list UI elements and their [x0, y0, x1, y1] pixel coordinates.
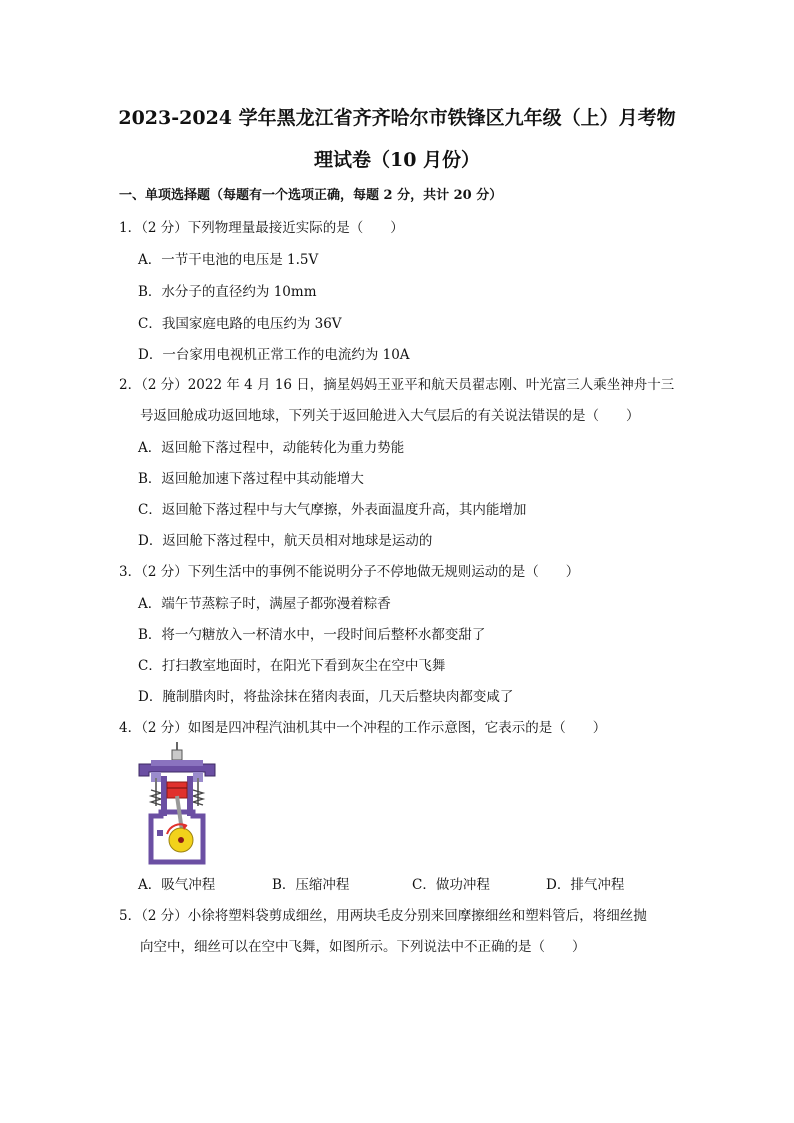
- question-3-option-d: D．腌制腊肉时，将盐涂抹在猪肉表面，几天后整块肉都变咸了: [138, 689, 514, 705]
- question-4-stem: 4．（2 分）如图是四冲程汽油机其中一个冲程的工作示意图，它表示的是（ ）: [119, 720, 607, 736]
- question-4-option-d: D．排气冲程: [546, 877, 625, 893]
- question-3-stem: 3．（2 分）下列生活中的事例不能说明分子不停地做无规则运动的是（ ）: [119, 564, 580, 580]
- question-1-option-c: C．我国家庭电路的电压约为 36V: [138, 316, 342, 332]
- engine-diagram: [137, 742, 221, 866]
- page-title-continued: 理试卷（10 月份）: [313, 149, 481, 171]
- question-1-option-b: B．水分子的直径约为 10mm: [138, 284, 317, 300]
- question-2-option-d: D．返回舱下落过程中，航天员相对地球是运动的: [138, 533, 433, 549]
- question-4-option-c: C．做功冲程: [412, 877, 490, 893]
- section-heading: 一、单项选择题（每题有一个选项正确，每题 2 分，共计 20 分）: [119, 188, 503, 203]
- question-1-option-d: D．一台家用电视机正常工作的电流约为 10A: [138, 347, 410, 363]
- page-title: 2023-2024 学年黑龙江省齐齐哈尔市铁锋区九年级（上）月考物: [118, 107, 676, 129]
- question-2-option-b: B．返回舱加速下落过程中其动能增大: [138, 471, 364, 487]
- question-5-stem: 5．（2 分）小徐将塑料袋剪成细丝，用两块毛皮分别来回摩擦细丝和塑料管后，将细丝抛: [119, 908, 647, 924]
- question-4-option-a: A．吸气冲程: [138, 877, 216, 893]
- question-3-option-b: B．将一勺糖放入一杯清水中，一段时间后整杯水都变甜了: [138, 627, 486, 643]
- question-1-option-a: A．一节干电池的电压是 1.5V: [138, 252, 319, 268]
- question-5-stem-continued: 向空中，细丝可以在空中飞舞，如图所示。下列说法中不正确的是（ ）: [140, 939, 586, 955]
- question-2-option-c: C．返回舱下落过程中与大气摩擦，外表面温度升高，其内能增加: [138, 502, 527, 518]
- question-2-stem-continued: 号返回舱成功返回地球，下列关于返回舱进入大气层后的有关说法错误的是（ ）: [140, 408, 640, 424]
- question-2-option-a: A．返回舱下落过程中，动能转化为重力势能: [138, 440, 405, 456]
- question-1-stem: 1．（2 分）下列物理量最接近实际的是（ ）: [119, 220, 404, 236]
- question-3-option-a: A．端午节蒸粽子时，满屋子都弥漫着粽香: [138, 596, 391, 612]
- question-3-option-c: C．打扫教室地面时，在阳光下看到灰尘在空中飞舞: [138, 658, 446, 674]
- question-4-option-b: B．压缩冲程: [272, 877, 350, 893]
- question-2-stem: 2．（2 分）2022 年 4 月 16 日，摘星妈妈王亚平和航天员翟志刚、叶光富三人乘坐神舟十三: [119, 377, 675, 393]
